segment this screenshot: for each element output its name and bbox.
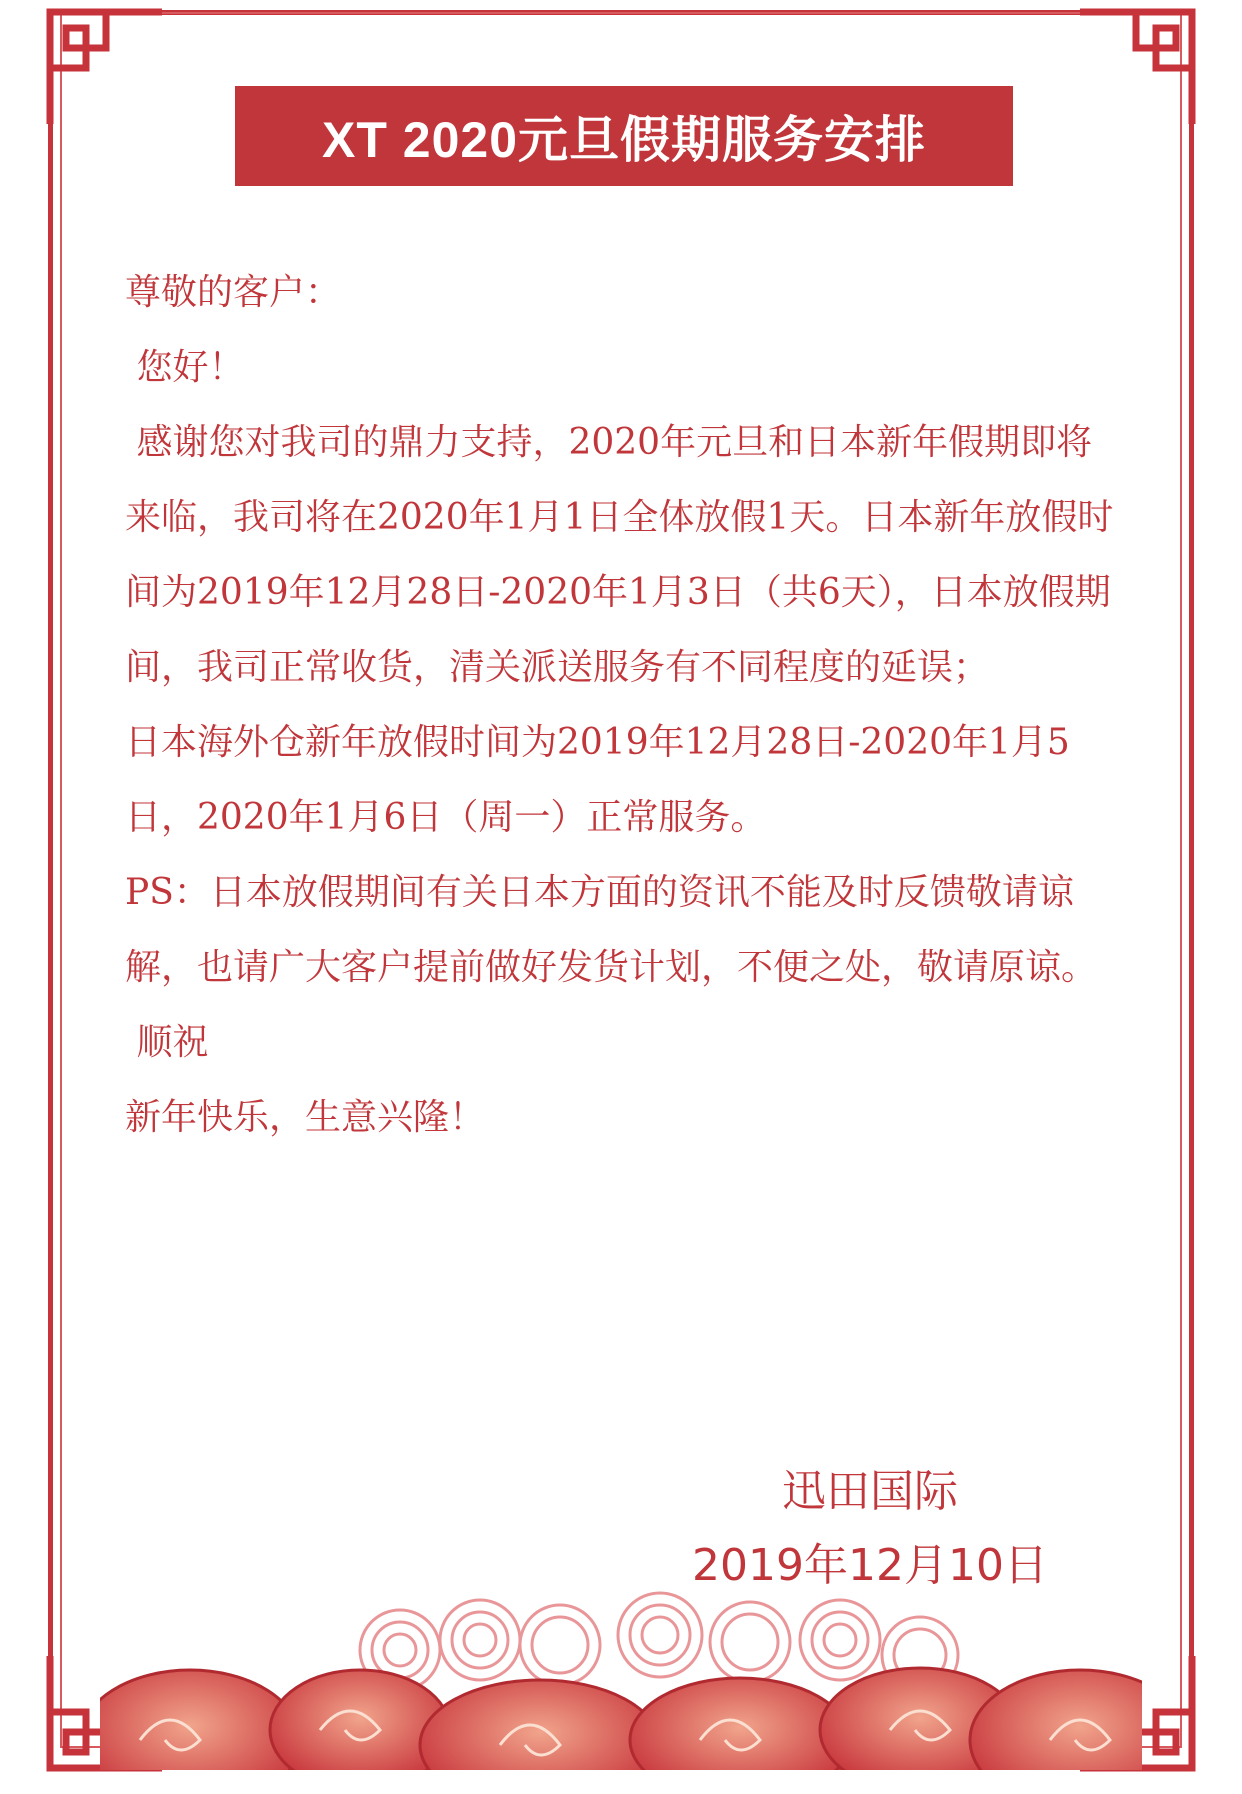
- letter-paragraph: 顺祝: [125, 1022, 209, 1063]
- letter-paragraph: 您好！: [125, 347, 245, 388]
- letter-paragraph: 日本海外仓新年放假时间为2019年12月28日-2020年1月5日，2020年1月6日（周一）正常服务。: [125, 722, 1070, 838]
- letter-body: [125, 255, 1125, 1155]
- fret-corner-icon: [46, 8, 166, 128]
- salutation: 尊敬的客户：: [125, 272, 342, 313]
- letter-paragraph: 新年快乐，生意兴隆！: [125, 1097, 486, 1138]
- letter-paragraph: 感谢您对我司的鼎力支持，2020年元旦和日本新年假期即将来临，我司将在2020年1月1日全体放假1天。日本新年放假时间为2019年12月28日-2020年1月3日（共6天），日本放假期间，我司正常收货，清关派送服务有不同程度的延误；: [125, 422, 1114, 688]
- signature-date: 2019年12月10日: [692, 1540, 1048, 1591]
- notice-title: XT 2020元旦假期服务安排: [235, 86, 1013, 186]
- company-name: 迅田国际: [782, 1466, 958, 1517]
- auspicious-clouds-icon: [100, 1580, 1142, 1770]
- fret-corner-icon: [1076, 8, 1196, 128]
- letter-paragraph: PS：日本放假期间有关日本方面的资讯不能及时反馈敬请谅解，也请广大客户提前做好发货计划，不便之处，敬请原谅。: [125, 872, 1098, 988]
